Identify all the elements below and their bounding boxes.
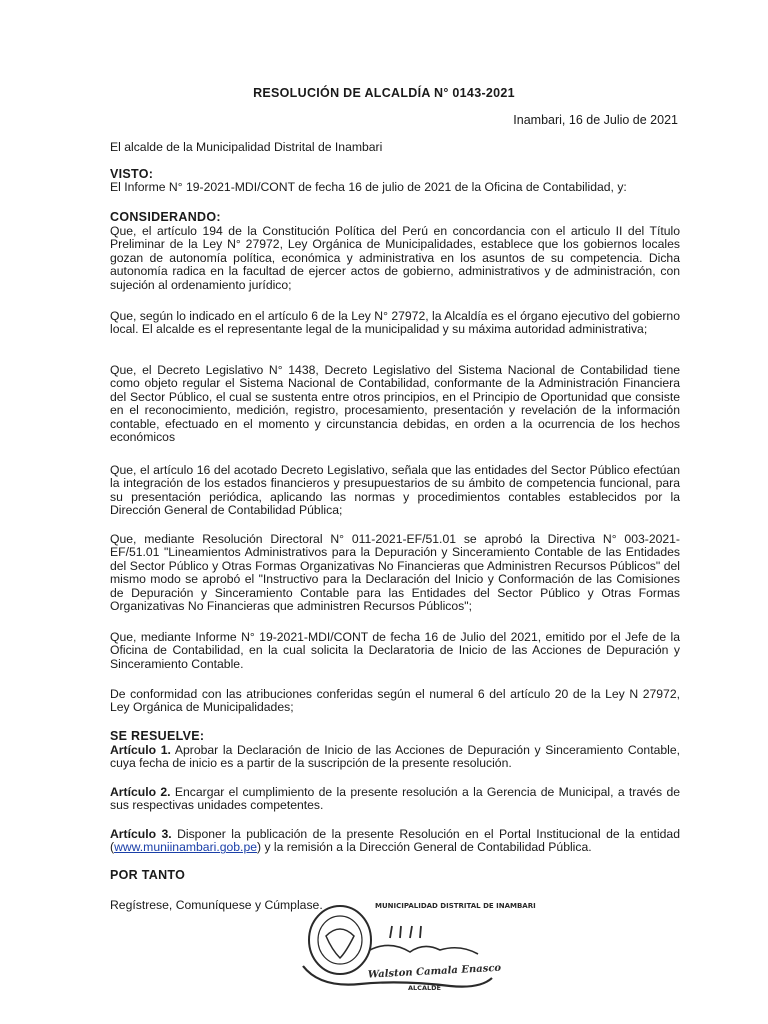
considerando-paragraph: De conformidad con las atribuciones conferidas según el numeral 6 del artículo 20 de la Ley N 27972, Ley Orgánica de Municipalidades;: [110, 687, 680, 715]
considerando-paragraph: Que, el artículo 194 de la Constitución Política del Perú en concordancia con el articulo II del Título Preliminar de la Ley N° 27972, Ley Orgánica de Municipalidades, establece que los gobiernos locales gozan de autonomía política, económica y administrativa en los asuntos de su competencia. Dicha autonomía radica en la facultad de ejercer actos de gobierno, administrativos y de administración, con sujeción al ordenamiento jurídico;: [110, 224, 680, 292]
portal-link[interactable]: www.muniinambari.gob.pe: [114, 840, 257, 855]
por-tanto-heading: POR TANTO: [110, 868, 186, 882]
considerando-paragraph: Que, según lo indicado en el artículo 6 de la Ley N° 27972, la Alcaldía es el órgano ejecutivo del gobierno local. El alcalde es el representante legal de la municipalidad y su máxima autoridad administrativa;: [110, 309, 680, 337]
considerando-paragraph: Que, mediante Resolución Directoral N° 011-2021-EF/51.01 se aprobó la Directiva N° 003-2021-EF/51.01 "Lineamientos Administrativos para la Depuración y Sinceramiento Contable de las Entidades del Sector Público y Otras Formas Organizativas No Financieras que Administren Recursos Públicos" del mismo modo se aprobó el "Instructivo para la Declaración del Inicio y Conformación de las Comisiones de Depuración y Sinceramiento Contable para las Entidades del Sector Público y Otras Formas Organizativas No Financieras que administren Recursos Públicos";: [110, 532, 680, 614]
article-text: Aprobar la Declaración de Inicio de las Acciones de Depuración y Sinceramiento Contable, cuya fecha de inicio es a partir de la suscripción de la presente resolución.: [110, 743, 681, 771]
article-1: [110, 744, 680, 771]
article-text: ) y la remisión a la Dirección General de Contabilidad Pública.: [257, 840, 592, 855]
visto-text: El Informe N° 19-2021-MDI/CONT de fecha 16 de julio de 2021 de la Oficina de Contabilidad, y:: [110, 180, 627, 195]
considerando-paragraph: Que, el artículo 16 del acotado Decreto Legislativo, señala que las entidades del Sector Público efectúan la integración de los estados financieros y presupuestarios de su ámbito de competencia funcional, para su presentación periódica, aplicando las normas y procedimientos contables establecidos por la Dirección General de Contabilidad Pública;: [110, 463, 680, 518]
seal-role: ALCALDE: [408, 984, 441, 992]
article-text: Disponer la publicación de la presente Resolución en el Portal Institucional de la entidad (: [110, 827, 680, 855]
considerando-section: [110, 211, 680, 224]
article-label: Artículo 1.: [110, 743, 171, 757]
visto-heading: VISTO:: [110, 167, 154, 181]
resuelve-heading: SE RESUELVE:: [110, 729, 205, 743]
visto-section: [110, 168, 680, 195]
article-label: Artículo 2.: [110, 785, 171, 799]
intro-line: El alcalde de la Municipalidad Distrital de Inambari: [110, 140, 383, 154]
signature-name: Walston Camala Enasco: [367, 962, 502, 981]
place-date: Inambari, 16 de Julio de 2021: [513, 113, 678, 127]
considerando-paragraph: Que, el Decreto Legislativo N° 1438, Decreto Legislativo del Sistema Nacional de Contabilidad tiene como objeto regular el Sistema Nacional de Contabilidad, conformante de la Administración Financiera del Sector Público, el cual se sustenta entre otros principios, en el Principio de Oportunidad que consiste en el reconocimiento, medición, registro, procesamiento, presentación y revelación de la información contable, efectuado en el momento y circunstancia debidas, en orden a la ocurrencia de los hechos económicos: [110, 363, 680, 445]
seal-signature-stamp: [300, 888, 536, 1008]
seal-emblem: [390, 926, 421, 938]
considerando-heading: CONSIDERANDO:: [110, 210, 221, 224]
resolution-title: RESOLUCIÓN DE ALCALDÍA N° 0143-2021: [253, 86, 515, 100]
article-text: Encargar el cumplimiento de la presente resolución a la Gerencia de Municipal, a través de sus respectivas unidades competentes.: [110, 785, 681, 813]
signature-stroke: [370, 945, 478, 954]
article-2: [110, 786, 680, 813]
seal-header-text: MUNICIPALIDAD DISTRITAL DE INAMBARI: [375, 902, 536, 910]
seal-inner-ring: [318, 916, 362, 964]
article-label: Artículo 3.: [110, 827, 172, 841]
article-3: [110, 828, 680, 855]
seal-emblem: [326, 929, 354, 958]
closing-line: Regístrese, Comuníquese y Cúmplase.: [110, 898, 323, 912]
resuelve-section: [110, 730, 680, 743]
considerando-paragraph: Que, mediante Informe N° 19-2021-MDI/CONT de fecha 16 de Julio del 2021, emitido por el Jefe de la Oficina de Contabilidad, en la cual solicita la Declaratoria de Inicio de las Acciones de Depuración y Sinceramiento Contable.: [110, 630, 680, 671]
